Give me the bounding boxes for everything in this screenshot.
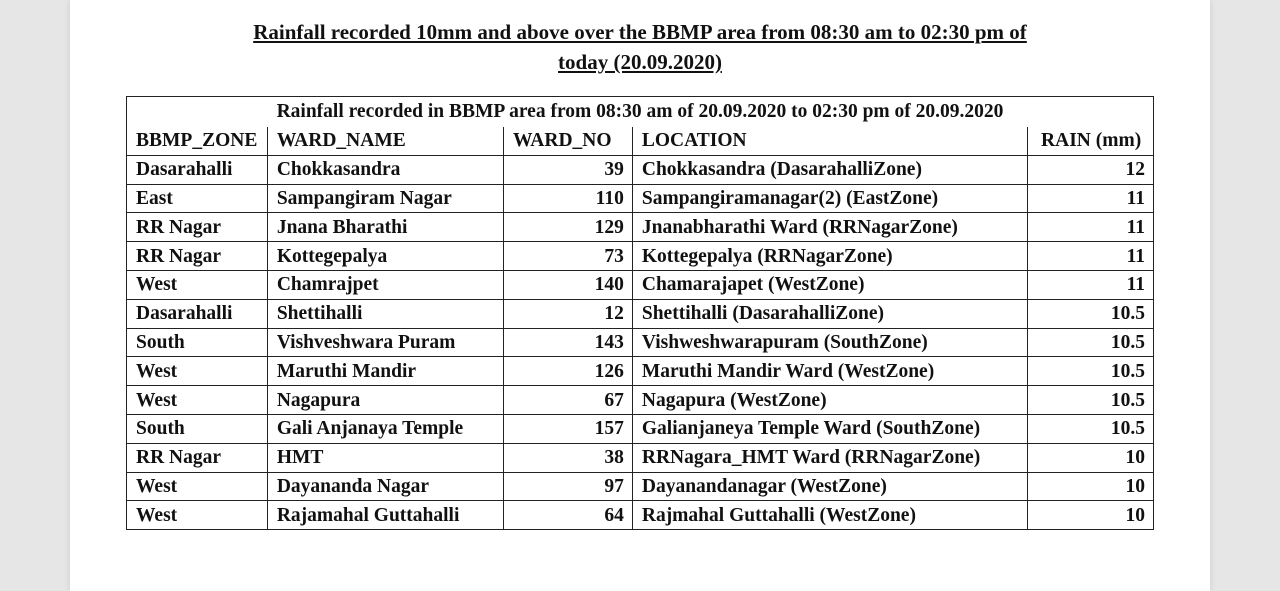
cell-ward-no: 140 (503, 270, 632, 299)
cell-rain-mm: 11 (1028, 270, 1154, 299)
cell-rain-mm: 10 (1028, 472, 1154, 501)
cell-rain-mm: 10 (1028, 443, 1154, 472)
cell-ward-name: Sampangiram Nagar (267, 184, 503, 213)
table-row (127, 443, 1154, 472)
cell-rain-mm: 10 (1028, 501, 1154, 530)
cell-rain-mm: 10.5 (1028, 328, 1154, 357)
cell-ward-no: 157 (503, 414, 632, 443)
cell-bbmp-zone: RR Nagar (127, 443, 268, 472)
cell-rain-mm: 10.5 (1028, 357, 1154, 386)
table-row (127, 357, 1154, 386)
table-row (127, 472, 1154, 501)
cell-ward-name: Dayananda Nagar (267, 472, 503, 501)
table-body (127, 155, 1154, 529)
cell-bbmp-zone: West (127, 472, 268, 501)
cell-ward-no: 12 (503, 299, 632, 328)
cell-ward-name: Kottegepalya (267, 242, 503, 271)
cell-bbmp-zone: West (127, 501, 268, 530)
cell-ward-name: HMT (267, 443, 503, 472)
document-title-line-1: Rainfall recorded 10mm and above over the BBMP area from 08:30 am to 02:30 pm of (253, 20, 1027, 44)
cell-ward-no: 67 (503, 386, 632, 415)
table-row (127, 501, 1154, 530)
cell-location: Maruthi Mandir Ward (WestZone) (632, 357, 1027, 386)
cell-rain-mm: 12 (1028, 155, 1154, 184)
cell-location: Chamarajapet (WestZone) (632, 270, 1027, 299)
cell-ward-no: 73 (503, 242, 632, 271)
cell-location: Jnanabharathi Ward (RRNagarZone) (632, 213, 1027, 242)
cell-bbmp-zone: RR Nagar (127, 242, 268, 271)
cell-bbmp-zone: Dasarahalli (127, 155, 268, 184)
header-ward-no: WARD_NO (503, 127, 632, 155)
cell-ward-name: Jnana Bharathi (267, 213, 503, 242)
cell-ward-no: 129 (503, 213, 632, 242)
table-row (127, 213, 1154, 242)
cell-ward-no: 38 (503, 443, 632, 472)
cell-bbmp-zone: South (127, 328, 268, 357)
table-row (127, 184, 1154, 213)
cell-rain-mm: 10.5 (1028, 299, 1154, 328)
table-row (127, 414, 1154, 443)
cell-location: RRNagara_HMT Ward (RRNagarZone) (632, 443, 1027, 472)
table-row (127, 270, 1154, 299)
cell-location: Nagapura (WestZone) (632, 386, 1027, 415)
cell-bbmp-zone: RR Nagar (127, 213, 268, 242)
table-row (127, 386, 1154, 415)
document-title (0, 17, 1280, 77)
cell-ward-name: Maruthi Mandir (267, 357, 503, 386)
cell-ward-name: Vishveshwara Puram (267, 328, 503, 357)
cell-bbmp-zone: West (127, 270, 268, 299)
table-row (127, 155, 1154, 184)
header-location: LOCATION (632, 127, 1027, 155)
header-rain-mm: RAIN (mm) (1028, 127, 1154, 155)
cell-location: Sampangiramanagar(2) (EastZone) (632, 184, 1027, 213)
table-header-row (127, 127, 1154, 155)
cell-ward-no: 110 (503, 184, 632, 213)
header-ward-name: WARD_NAME (267, 127, 503, 155)
cell-location: Chokkasandra (DasarahalliZone) (632, 155, 1027, 184)
cell-ward-no: 126 (503, 357, 632, 386)
cell-bbmp-zone: Dasarahalli (127, 299, 268, 328)
cell-rain-mm: 11 (1028, 213, 1154, 242)
table-row (127, 328, 1154, 357)
table-caption-row (127, 97, 1154, 128)
rainfall-table (126, 96, 1154, 530)
table-row (127, 242, 1154, 271)
cell-ward-name: Shettihalli (267, 299, 503, 328)
cell-bbmp-zone: West (127, 357, 268, 386)
cell-ward-name: Nagapura (267, 386, 503, 415)
cell-rain-mm: 11 (1028, 184, 1154, 213)
document-title-line-2: today (20.09.2020) (558, 50, 722, 74)
cell-location: Shettihalli (DasarahalliZone) (632, 299, 1027, 328)
table-caption: Rainfall recorded in BBMP area from 08:30 am of 20.09.2020 to 02:30 pm of 20.09.2020 (127, 97, 1154, 128)
cell-rain-mm: 10.5 (1028, 386, 1154, 415)
cell-ward-no: 97 (503, 472, 632, 501)
cell-location: Kottegepalya (RRNagarZone) (632, 242, 1027, 271)
header-bbmp-zone: BBMP_ZONE (127, 127, 268, 155)
cell-rain-mm: 11 (1028, 242, 1154, 271)
cell-bbmp-zone: South (127, 414, 268, 443)
cell-location: Galianjaneya Temple Ward (SouthZone) (632, 414, 1027, 443)
cell-ward-name: Chamrajpet (267, 270, 503, 299)
cell-ward-no: 64 (503, 501, 632, 530)
cell-bbmp-zone: West (127, 386, 268, 415)
cell-rain-mm: 10.5 (1028, 414, 1154, 443)
cell-ward-name: Rajamahal Guttahalli (267, 501, 503, 530)
cell-location: Vishweshwarapuram (SouthZone) (632, 328, 1027, 357)
cell-location: Dayanandanagar (WestZone) (632, 472, 1027, 501)
cell-ward-name: Chokkasandra (267, 155, 503, 184)
cell-ward-no: 39 (503, 155, 632, 184)
cell-ward-no: 143 (503, 328, 632, 357)
cell-location: Rajmahal Guttahalli (WestZone) (632, 501, 1027, 530)
cell-bbmp-zone: East (127, 184, 268, 213)
cell-ward-name: Gali Anjanaya Temple (267, 414, 503, 443)
table-row (127, 299, 1154, 328)
